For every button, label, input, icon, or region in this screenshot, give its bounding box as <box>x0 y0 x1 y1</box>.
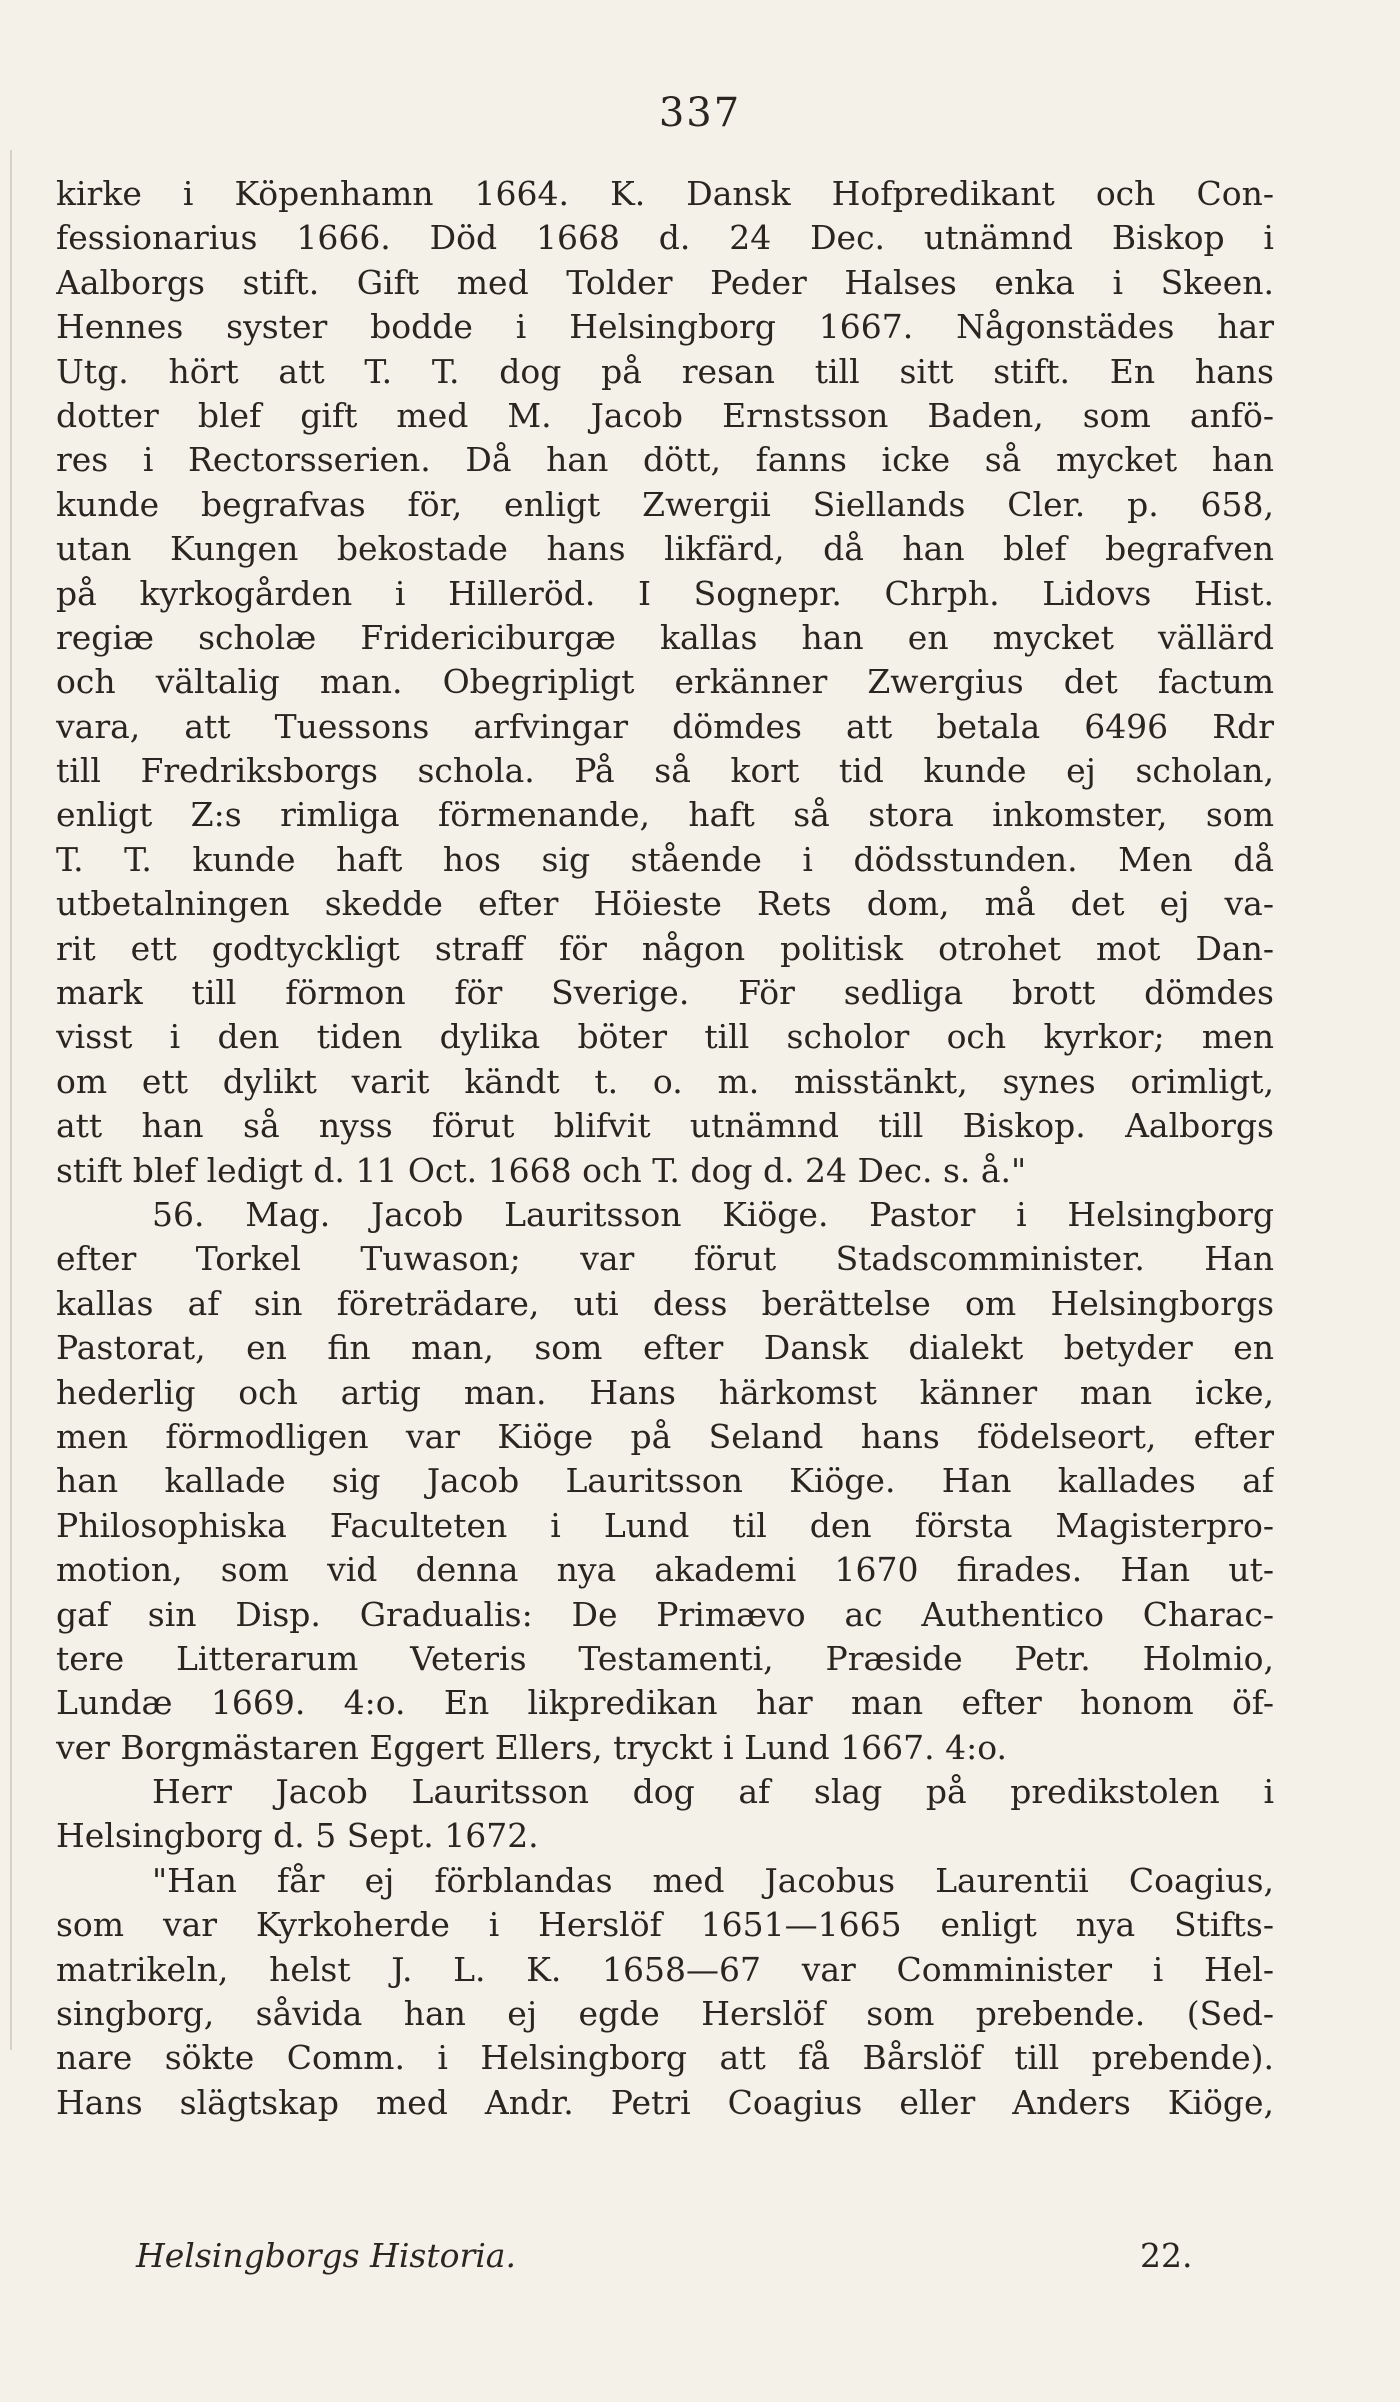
text-line: om ett dylikt varit kändt t. o. m. misstänkt, synes orimligt, <box>56 1061 1274 1101</box>
text-line: 56. Mag. Jacob Lauritsson Kiöge. Pastor i Helsingborg <box>152 1194 1274 1234</box>
text-line: gaf sin Disp. Gradualis: De Primævo ac Authentico Charac- <box>56 1594 1274 1634</box>
text-line: regiæ scholæ Fridericiburgæ kallas han en mycket vällärd <box>56 617 1274 657</box>
text-line: kunde begrafvas för, enligt Zwergii Siellands Cler. p. 658, <box>56 484 1274 524</box>
text-line: visst i den tiden dylika böter till scholor och kyrkor; men <box>56 1017 1274 1057</box>
text-line: matrikeln, helst J. L. K. 1658—67 var Comminister i Hel- <box>56 1949 1274 1989</box>
text-line: efter Torkel Tuwason; var förut Stadscomminister. Han <box>56 1239 1274 1279</box>
text-line: stift blef ledigt d. 11 Oct. 1668 och T. dog d. 24 Dec. s. å." <box>56 1150 1027 1190</box>
text-line: Lundæ 1669. 4:o. En likpredikan har man efter honom öf- <box>56 1683 1274 1723</box>
text-line: kirke i Köpenhamn 1664. K. Dansk Hofpredikant och Con- <box>56 174 1274 213</box>
text-line: T. T. kunde haft hos sig stående i dödsstunden. Men då <box>56 839 1274 879</box>
page-number: 337 <box>658 90 742 136</box>
text-line: "Han får ej förblandas med Jacobus Laurentii Coagius, <box>152 1860 1274 1900</box>
text-line: utbetalningen skedde efter Höieste Rets dom, må det ej va- <box>56 884 1274 924</box>
text-line: utan Kungen bekostade hans likfärd, då han blef begrafven <box>56 529 1274 569</box>
text-line: hederlig och artig man. Hans härkomst känner man icke, <box>56 1372 1274 1412</box>
text-line: men förmodligen var Kiöge på Seland hans födelseort, efter <box>56 1416 1274 1456</box>
text-line: han kallade sig Jacob Lauritsson Kiöge. Han kallades af <box>56 1461 1274 1501</box>
text-line: nare sökte Comm. i Helsingborg att få Bårslöf till prebende). <box>56 2038 1274 2078</box>
text-line: motion, som vid denna nya akademi 1670 firades. Han ut- <box>56 1550 1274 1590</box>
text-line: Herr Jacob Lauritsson dog af slag på predikstolen i <box>152 1772 1274 1812</box>
text-line: kallas af sin företrädare, uti dess berättelse om Helsingborgs <box>56 1283 1274 1323</box>
text-line: som var Kyrkoherde i Herslöf 1651—1665 enligt nya Stifts- <box>56 1905 1274 1945</box>
text-line: Aalborgs stift. Gift med Tolder Peder Halses enka i Skeen. <box>56 262 1274 302</box>
text-line: Helsingborg d. 5 Sept. 1672. <box>56 1816 539 1856</box>
body-text <box>56 172 1274 2125</box>
text-line: och vältalig man. Obegripligt erkänner Zwergius det factum <box>56 662 1274 702</box>
text-line: på kyrkogården i Hilleröd. I Sognepr. Chrph. Lidovs Hist. <box>56 573 1274 613</box>
text-line: mark till förmon för Sverige. För sedliga brott dömdes <box>56 973 1274 1013</box>
text-line: Hans slägtskap med Andr. Petri Coagius eller Anders Kiöge, <box>56 2082 1274 2122</box>
text-line: Utg. hört att T. T. dog på resan till sitt stift. En hans <box>56 351 1274 391</box>
text-line: tere Litterarum Veteris Testamenti, Præside Petr. Holmio, <box>56 1638 1274 1678</box>
page-footer <box>0 2236 1400 2280</box>
text-line: till Fredriksborgs schola. På så kort tid kunde ej scholan, <box>56 751 1274 791</box>
text-line: Philosophiska Faculteten i Lund til den första Magisterpro- <box>56 1505 1274 1545</box>
text-line: dotter blef gift med M. Jacob Ernstsson Baden, som anfö- <box>56 395 1274 435</box>
text-line: fessionarius 1666. Död 1668 d. 24 Dec. utnämnd Biskop i <box>56 218 1274 258</box>
text-line: Pastorat, en fin man, som efter Dansk dialekt betyder en <box>56 1328 1274 1368</box>
text-line: att han så nyss förut blifvit utnämnd till Biskop. Aalborgs <box>56 1106 1274 1146</box>
signature-mark: 22. <box>1140 2236 1193 2275</box>
page-edge-line <box>10 150 12 2050</box>
text-line: vara, att Tuessons arfvingar dömdes att betala 6496 Rdr <box>56 706 1274 746</box>
text-line: enligt Z:s rimliga förmenande, haft så stora inkomster, som <box>56 795 1274 835</box>
text-line: singborg, såvida han ej egde Herslöf som prebende. (Sed- <box>56 1994 1274 2034</box>
text-line: Hennes syster bodde i Helsingborg 1667. Någonstädes har <box>56 307 1274 347</box>
text-line: ver Borgmästaren Eggert Ellers, tryckt i Lund 1667. 4:o. <box>56 1727 1007 1767</box>
running-title: Helsingborgs Historia. <box>136 2236 516 2275</box>
text-line: res i Rectorsserien. Då han dött, fanns icke så mycket han <box>56 440 1274 480</box>
text-line: rit ett godtyckligt straff för någon politisk otrohet mot Dan- <box>56 928 1274 968</box>
